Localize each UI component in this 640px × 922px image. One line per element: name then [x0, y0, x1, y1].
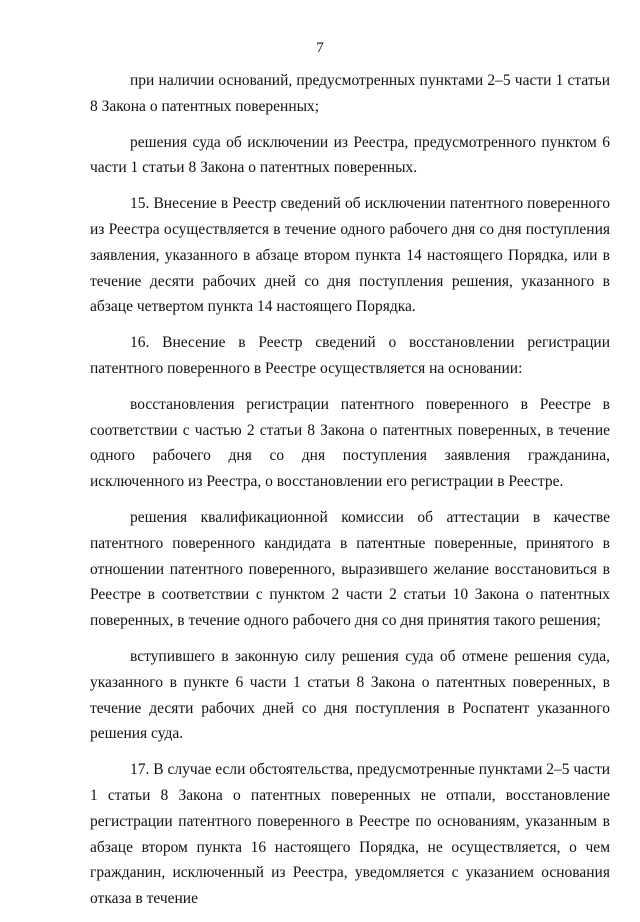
paragraph-1: при наличии оснований, предусмотренных пунктами 2–5 части 1 статьи 8 Закона о патентных поверенных;	[90, 72, 610, 115]
paragraph-4: 16. Внесение в Реестр сведений о восстановлении регистрации патентного поверенного в Реестре осуществляется на основании:	[90, 334, 610, 377]
page-number: 7	[316, 40, 324, 56]
paragraph-6: решения квалификационной комиссии об аттестации в качестве патентного поверенного кандидата в патентные поверенные, принятого в отношении патентного поверенного, выразившего желание восстановиться в Реестре в соответствии с пунктом 2 части 2 статьи 10 Закона о патентных поверенных, в течение одного рабочего дня со дня принятия такого решения;	[90, 508, 610, 630]
paragraph-5: восстановления регистрации патентного поверенного в Реестре в соответствии с частью 2 статьи 8 Закона о патентных поверенных, в течение одного рабочего дня со дня поступления заявления гражданина, исключенного из Реестра, о восстановлении его регистрации в Реестре.	[90, 395, 610, 491]
paragraph-8: 17. В случае если обстоятельства, предусмотренные пунктами 2–5 части 1 статьи 8 Закона о патентных поверенных не отпали, восстановление регистрации патентного поверенного в Реестре по основаниям, указанным в абзаце втором пункта 16 настоящего Порядка, не осуществляется, о чем гражданин, исключенный из Реестра, уведомляется с указанием основания отказа в течение	[90, 761, 611, 908]
paragraph-2: решения суда об исключении из Реестра, предусмотренного пунктом 6 части 1 статьи 8 Закона о патентных поверенных.	[90, 133, 610, 177]
paragraph-3: 15. Внесение в Реестр сведений об исключении патентного поверенного из Реестра осуществляется в течение одного рабочего дня со дня поступления заявления, указанного в абзаце втором пункта 14 настоящего Порядка, или в течение десяти рабочих дней со дня поступления решения, указанного в абзаце четвертом пункта 14 настоящего Порядка.	[90, 195, 610, 316]
document-body	[90, 68, 610, 922]
paragraph-7: вступившего в законную силу решения суда об отмене решения суда, указанного в пункте 6 части 1 статьи 8 Закона о патентных поверенных, в течение десяти рабочих дней со дня поступления в Роспатент указанного решения суда.	[90, 647, 610, 743]
